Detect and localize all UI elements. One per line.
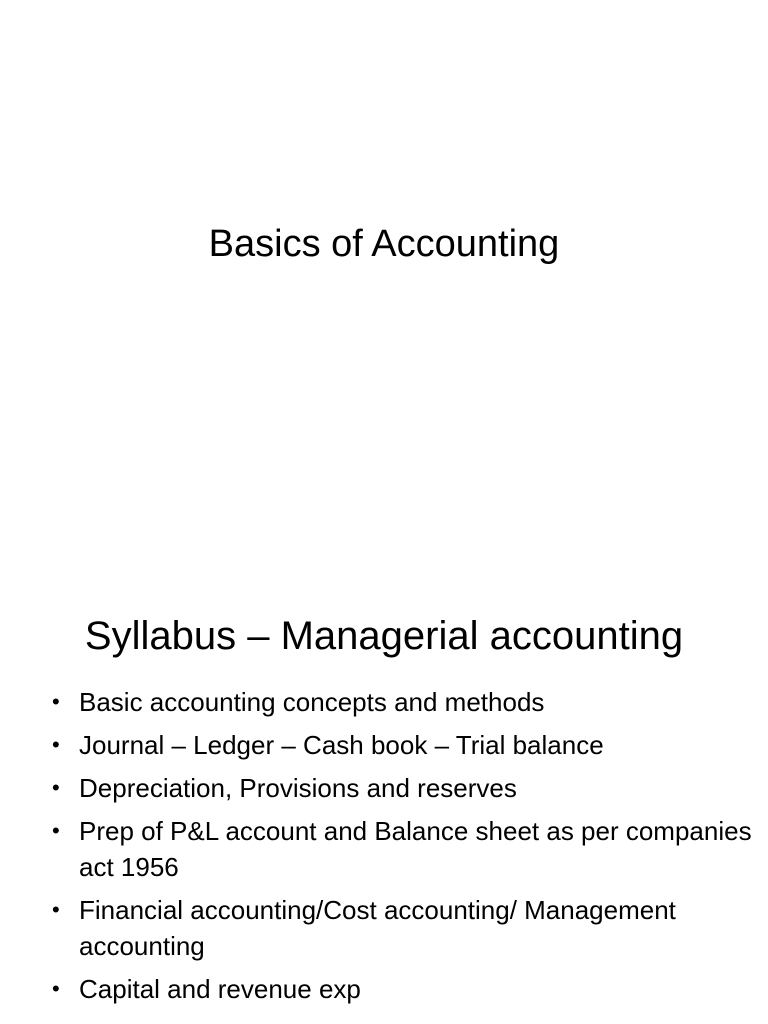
list-item-text: Prep of P&L account and Balance sheet as per companies act 1956 xyxy=(79,816,752,882)
list-item xyxy=(52,892,752,964)
list-item xyxy=(52,684,752,720)
bullet-icon: • xyxy=(52,897,60,922)
bullet-icon: • xyxy=(52,732,60,757)
bullet-icon: • xyxy=(52,689,60,714)
list-item-text: Basic accounting concepts and methods xyxy=(79,687,545,717)
list-item-text: Financial accounting/Cost accounting/ Management accounting xyxy=(79,895,676,961)
bullet-icon: • xyxy=(52,818,60,843)
list-item-text: Capital and revenue exp xyxy=(79,974,361,1004)
bullet-icon: • xyxy=(52,976,60,1001)
list-item xyxy=(52,727,752,763)
list-item xyxy=(52,813,752,885)
list-item xyxy=(52,770,752,806)
list-item-text: Depreciation, Provisions and reserves xyxy=(79,773,517,803)
list-item-text: Journal – Ledger – Cash book – Trial balance xyxy=(79,730,604,760)
slide-title: Basics of Accounting xyxy=(208,223,560,265)
syllabus-heading: Syllabus – Managerial accounting xyxy=(84,614,684,658)
list-item xyxy=(52,971,752,1007)
bullet-icon: • xyxy=(52,775,60,800)
syllabus-bullet-list xyxy=(52,684,752,1014)
